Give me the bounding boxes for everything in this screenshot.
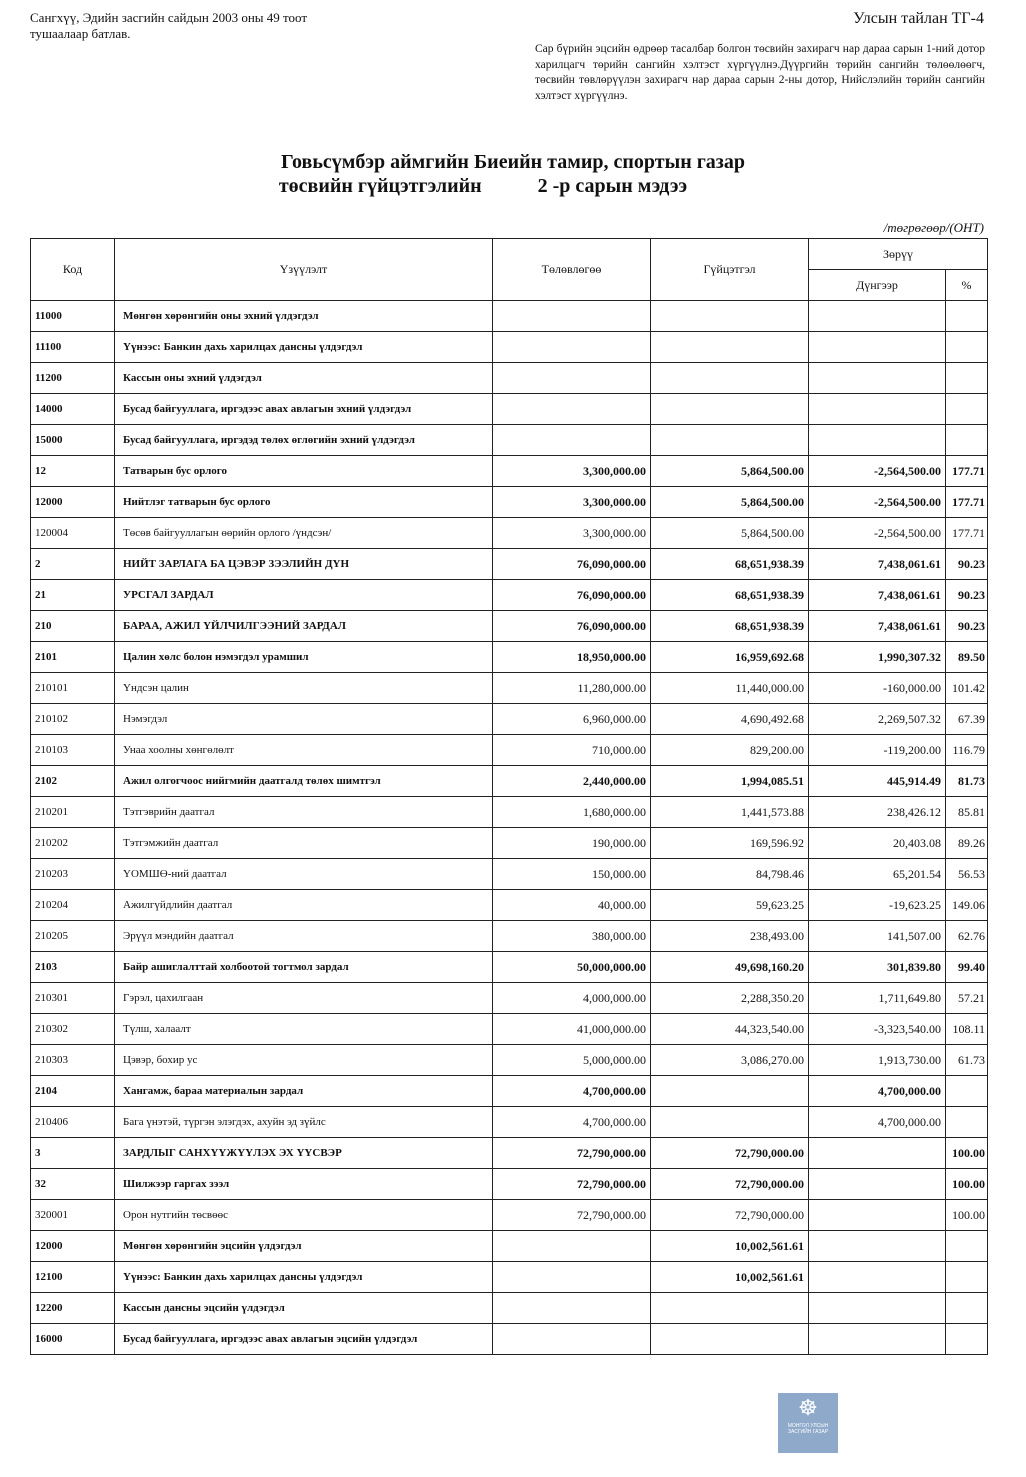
table-row [31, 1293, 988, 1324]
header-variance: Зөрүү [809, 239, 988, 270]
row-difference [809, 363, 946, 394]
row-difference [809, 425, 946, 456]
row-indicator: Тэтгэврийн даатгал [115, 797, 493, 828]
table-row [31, 952, 988, 983]
row-actual [651, 363, 809, 394]
row-percent: 90.23 [946, 580, 988, 611]
row-code: 12000 [31, 1231, 115, 1262]
row-actual: 84,798.46 [651, 859, 809, 890]
row-code: 32 [31, 1169, 115, 1200]
row-indicator: Үндсэн цалин [115, 673, 493, 704]
row-plan: 76,090,000.00 [493, 549, 651, 580]
row-percent: 67.39 [946, 704, 988, 735]
table-row [31, 1262, 988, 1293]
row-indicator: Хангамж, бараа материалын зардал [115, 1076, 493, 1107]
row-plan: 4,000,000.00 [493, 983, 651, 1014]
row-code: 12 [31, 456, 115, 487]
row-difference: 4,700,000.00 [809, 1076, 946, 1107]
row-actual: 68,651,938.39 [651, 549, 809, 580]
row-indicator: НИЙТ ЗАРЛАГА БА ЦЭВЭР ЗЭЭЛИЙН ДҮН [115, 549, 493, 580]
row-actual [651, 425, 809, 456]
row-percent [946, 425, 988, 456]
row-indicator: Бага үнэтэй, түргэн элэгдэх, ахуйн эд зүйлс [115, 1107, 493, 1138]
row-percent [946, 363, 988, 394]
row-actual: 68,651,938.39 [651, 580, 809, 611]
row-code: 210406 [31, 1107, 115, 1138]
row-difference [809, 1293, 946, 1324]
row-plan: 1,680,000.00 [493, 797, 651, 828]
row-percent [946, 301, 988, 332]
table-row [31, 1076, 988, 1107]
row-percent: 62.76 [946, 921, 988, 952]
row-plan: 40,000.00 [493, 890, 651, 921]
row-difference [809, 1231, 946, 1262]
row-plan: 4,700,000.00 [493, 1076, 651, 1107]
row-plan: 11,280,000.00 [493, 673, 651, 704]
row-difference: 445,914.49 [809, 766, 946, 797]
header-code: Код [31, 239, 115, 301]
row-percent [946, 332, 988, 363]
row-plan: 2,440,000.00 [493, 766, 651, 797]
row-difference: -2,564,500.00 [809, 487, 946, 518]
seal-text: МОНГОЛ УЛСЫН ЗАСГИЙН ГАЗАР [787, 1423, 829, 1435]
row-indicator: Нийтлэг татварын бус орлого [115, 487, 493, 518]
row-difference: 301,839.80 [809, 952, 946, 983]
row-indicator: ЗАРДЛЫГ САНХҮҮЖҮҮЛЭХ ЭХ ҮҮСВЭР [115, 1138, 493, 1169]
row-indicator: Шилжээр гаргах зээл [115, 1169, 493, 1200]
row-indicator: Бусад байгууллага, иргэдээс авах авлагын эцсийн үлдэгдэл [115, 1324, 493, 1355]
table-row [31, 983, 988, 1014]
row-code: 210201 [31, 797, 115, 828]
row-actual: 11,440,000.00 [651, 673, 809, 704]
title-line-2 [279, 174, 687, 198]
row-percent: 85.81 [946, 797, 988, 828]
row-code: 2 [31, 549, 115, 580]
table-row [31, 456, 988, 487]
row-plan [493, 394, 651, 425]
row-difference: 7,438,061.61 [809, 549, 946, 580]
row-actual: 3,086,270.00 [651, 1045, 809, 1076]
row-difference [809, 301, 946, 332]
row-plan: 72,790,000.00 [493, 1200, 651, 1231]
row-difference: 1,711,649.80 [809, 983, 946, 1014]
row-code: 11100 [31, 332, 115, 363]
row-percent: 101.42 [946, 673, 988, 704]
table-row [31, 1169, 988, 1200]
row-percent [946, 1107, 988, 1138]
row-actual: 5,864,500.00 [651, 518, 809, 549]
row-actual [651, 1293, 809, 1324]
row-percent: 100.00 [946, 1138, 988, 1169]
row-difference: 141,507.00 [809, 921, 946, 952]
row-actual: 2,288,350.20 [651, 983, 809, 1014]
table-row [31, 1138, 988, 1169]
row-code: 210202 [31, 828, 115, 859]
row-actual [651, 1324, 809, 1355]
row-code: 2101 [31, 642, 115, 673]
row-percent: 61.73 [946, 1045, 988, 1076]
row-percent [946, 1324, 988, 1355]
table-row [31, 518, 988, 549]
table-row [31, 859, 988, 890]
table-row [31, 611, 988, 642]
table-row [31, 1231, 988, 1262]
table-row [31, 394, 988, 425]
table-row [31, 487, 988, 518]
table-row [31, 735, 988, 766]
row-percent: 177.71 [946, 518, 988, 549]
row-percent: 100.00 [946, 1169, 988, 1200]
row-actual [651, 1076, 809, 1107]
row-code: 210303 [31, 1045, 115, 1076]
currency-unit: /төгрөгөөр/(ОНТ) [883, 220, 984, 235]
row-indicator: Кассын дансны эцсийн үлдэгдэл [115, 1293, 493, 1324]
row-code: 2103 [31, 952, 115, 983]
row-actual: 44,323,540.00 [651, 1014, 809, 1045]
row-indicator: Ажилгүйдлийн даатгал [115, 890, 493, 921]
row-indicator: Түлш, халаалт [115, 1014, 493, 1045]
row-actual: 1,994,085.51 [651, 766, 809, 797]
row-actual: 829,200.00 [651, 735, 809, 766]
table-row [31, 425, 988, 456]
header-amount: Дүнгээр [809, 270, 946, 301]
document-title [0, 150, 1026, 198]
row-code: 15000 [31, 425, 115, 456]
row-percent: 56.53 [946, 859, 988, 890]
row-percent: 149.06 [946, 890, 988, 921]
row-difference: -19,623.25 [809, 890, 946, 921]
row-code: 210102 [31, 704, 115, 735]
row-indicator: Мөнгөн хөрөнгийн эцсийн үлдэгдэл [115, 1231, 493, 1262]
row-actual: 1,441,573.88 [651, 797, 809, 828]
row-difference: 1,990,307.32 [809, 642, 946, 673]
table-row [31, 704, 988, 735]
row-plan: 150,000.00 [493, 859, 651, 890]
row-plan [493, 301, 651, 332]
header-plan: Төлөвлөгөө [493, 239, 651, 301]
government-seal [778, 1393, 838, 1453]
table-row [31, 1045, 988, 1076]
row-actual: 72,790,000.00 [651, 1138, 809, 1169]
row-actual: 16,959,692.68 [651, 642, 809, 673]
row-percent: 89.50 [946, 642, 988, 673]
row-code: 210101 [31, 673, 115, 704]
row-code: 120004 [31, 518, 115, 549]
row-actual [651, 332, 809, 363]
budget-table [30, 238, 988, 1355]
table-row [31, 1107, 988, 1138]
row-code: 210301 [31, 983, 115, 1014]
row-code: 12000 [31, 487, 115, 518]
row-actual [651, 1107, 809, 1138]
row-difference: 2,269,507.32 [809, 704, 946, 735]
submission-note: Сар бүрийн эцсийн өдрөөр тасалбар болгон төсвийн захирагч нар дараа сарын 1-ний дотор харилцагч төрийн сангийн хэлтэст хүргүүлнэ.Дүүргийн төрийн сангийн төлөөлөөгч, төсвийн төвлөрүүлэн захирагч нар дараа сарын 2-ны дотор, Нийслэлийн төрийн сангийн хэлтэст хүргүүлнэ. [535, 43, 985, 102]
row-difference [809, 1200, 946, 1231]
title-line-2-part-1: төсвийн гүйцэтгэлийн [278, 175, 482, 197]
row-code: 2102 [31, 766, 115, 797]
row-difference: -2,564,500.00 [809, 518, 946, 549]
row-code: 11000 [31, 301, 115, 332]
row-actual: 49,698,160.20 [651, 952, 809, 983]
row-percent [946, 1231, 988, 1262]
row-indicator: Бусад байгууллага, иргэдээс авах авлагын эхний үлдэгдэл [115, 394, 493, 425]
row-indicator: Бусад байгууллага, иргэдэд төлөх өглөгийн эхний үлдэгдэл [115, 425, 493, 456]
row-code: 21 [31, 580, 115, 611]
row-plan: 190,000.00 [493, 828, 651, 859]
row-difference: -160,000.00 [809, 673, 946, 704]
row-plan: 3,300,000.00 [493, 518, 651, 549]
header-percent: % [946, 270, 988, 301]
row-percent [946, 394, 988, 425]
row-plan: 76,090,000.00 [493, 611, 651, 642]
row-difference [809, 1324, 946, 1355]
row-plan: 6,960,000.00 [493, 704, 651, 735]
row-plan: 3,300,000.00 [493, 456, 651, 487]
row-percent: 177.71 [946, 487, 988, 518]
table-row [31, 797, 988, 828]
row-indicator: Татварын бус орлого [115, 456, 493, 487]
row-plan: 72,790,000.00 [493, 1138, 651, 1169]
row-indicator: Орон нутгийн төсвөөс [115, 1200, 493, 1231]
row-difference: 7,438,061.61 [809, 580, 946, 611]
title-line-1: Говьсүмбэр аймгийн Биеийн тамир, спортын газар [281, 151, 745, 173]
row-code: 12100 [31, 1262, 115, 1293]
row-code: 320001 [31, 1200, 115, 1231]
row-plan [493, 332, 651, 363]
row-actual [651, 301, 809, 332]
row-code: 210203 [31, 859, 115, 890]
table-row [31, 890, 988, 921]
row-percent: 116.79 [946, 735, 988, 766]
table-row [31, 1014, 988, 1045]
row-code: 3 [31, 1138, 115, 1169]
table-row [31, 921, 988, 952]
table-body [31, 301, 988, 1355]
row-indicator: Эрүүл мэндийн даатгал [115, 921, 493, 952]
title-line-2-part-2: 2 -р сарын мэдээ [537, 175, 688, 197]
row-actual: 5,864,500.00 [651, 456, 809, 487]
row-code: 16000 [31, 1324, 115, 1355]
row-indicator: УРСГАЛ ЗАРДАЛ [115, 580, 493, 611]
row-plan: 4,700,000.00 [493, 1107, 651, 1138]
table-row [31, 363, 988, 394]
row-percent [946, 1262, 988, 1293]
row-code: 210103 [31, 735, 115, 766]
row-percent: 177.71 [946, 456, 988, 487]
row-difference: 20,403.08 [809, 828, 946, 859]
row-actual: 72,790,000.00 [651, 1169, 809, 1200]
row-percent: 81.73 [946, 766, 988, 797]
row-actual [651, 394, 809, 425]
row-actual: 72,790,000.00 [651, 1200, 809, 1231]
row-code: 2104 [31, 1076, 115, 1107]
row-percent [946, 1076, 988, 1107]
row-difference [809, 1169, 946, 1200]
table-row [31, 642, 988, 673]
table-row [31, 828, 988, 859]
table-row [31, 673, 988, 704]
row-plan [493, 1231, 651, 1262]
row-code: 11200 [31, 363, 115, 394]
row-indicator: Цалин хөлс болон нэмэгдэл урамшил [115, 642, 493, 673]
row-plan [493, 1262, 651, 1293]
report-code: Улсын тайлан ТГ-4 [853, 10, 984, 27]
row-percent: 57.21 [946, 983, 988, 1014]
row-percent: 100.00 [946, 1200, 988, 1231]
row-code: 14000 [31, 394, 115, 425]
header-indicator: Үзүүлэлт [115, 239, 493, 301]
row-indicator: Байр ашиглалттай холбоотой тогтмол зардал [115, 952, 493, 983]
row-percent: 90.23 [946, 549, 988, 580]
row-difference: 238,426.12 [809, 797, 946, 828]
row-difference [809, 394, 946, 425]
row-actual: 68,651,938.39 [651, 611, 809, 642]
row-percent: 108.11 [946, 1014, 988, 1045]
row-plan: 5,000,000.00 [493, 1045, 651, 1076]
table-row [31, 580, 988, 611]
row-percent: 99.40 [946, 952, 988, 983]
row-actual: 10,002,561.61 [651, 1262, 809, 1293]
table-row [31, 766, 988, 797]
row-code: 210302 [31, 1014, 115, 1045]
row-indicator: Тэтгэмжийн даатгал [115, 828, 493, 859]
table-row [31, 549, 988, 580]
row-difference: -119,200.00 [809, 735, 946, 766]
row-indicator: Цэвэр, бохир ус [115, 1045, 493, 1076]
row-difference: 4,700,000.00 [809, 1107, 946, 1138]
row-actual: 169,596.92 [651, 828, 809, 859]
row-actual: 10,002,561.61 [651, 1231, 809, 1262]
row-plan [493, 363, 651, 394]
table-row [31, 1324, 988, 1355]
row-plan [493, 1293, 651, 1324]
row-code: 210 [31, 611, 115, 642]
row-percent: 89.26 [946, 828, 988, 859]
table-row [31, 1200, 988, 1231]
table-row [31, 301, 988, 332]
row-percent: 90.23 [946, 611, 988, 642]
approval-note: Сангхүү, Эдийн засгийн сайдын 2003 оны 49 тоот тушаалаар батлав. [30, 10, 308, 41]
row-plan: 76,090,000.00 [493, 580, 651, 611]
row-indicator: Үүнээс: Банкин дахь харилцах дансны үлдэгдэл [115, 332, 493, 363]
row-difference [809, 1262, 946, 1293]
row-difference: 7,438,061.61 [809, 611, 946, 642]
row-difference [809, 1138, 946, 1169]
row-actual: 238,493.00 [651, 921, 809, 952]
row-difference [809, 332, 946, 363]
row-code: 210204 [31, 890, 115, 921]
soyombo-emblem-icon: ☸ [798, 1395, 818, 1420]
row-indicator: Төсөв байгууллагын өөрийн орлого /үндсэн/ [115, 518, 493, 549]
row-indicator: БАРАА, АЖИЛ ҮЙЛЧИЛГЭЭНИЙ ЗАРДАЛ [115, 611, 493, 642]
row-plan [493, 425, 651, 456]
row-difference: 65,201.54 [809, 859, 946, 890]
row-difference: 1,913,730.00 [809, 1045, 946, 1076]
row-code: 210205 [31, 921, 115, 952]
row-indicator: Гэрэл, цахилгаан [115, 983, 493, 1014]
row-indicator: Мөнгөн хөрөнгийн оны эхний үлдэгдэл [115, 301, 493, 332]
row-actual: 59,623.25 [651, 890, 809, 921]
row-difference: -3,323,540.00 [809, 1014, 946, 1045]
row-plan: 710,000.00 [493, 735, 651, 766]
row-indicator: Кассын оны эхний үлдэгдэл [115, 363, 493, 394]
row-actual: 4,690,492.68 [651, 704, 809, 735]
row-percent [946, 1293, 988, 1324]
row-plan: 50,000,000.00 [493, 952, 651, 983]
header-actual: Гүйцэтгэл [651, 239, 809, 301]
row-difference: -2,564,500.00 [809, 456, 946, 487]
row-code: 12200 [31, 1293, 115, 1324]
row-plan: 41,000,000.00 [493, 1014, 651, 1045]
row-plan: 3,300,000.00 [493, 487, 651, 518]
row-plan: 18,950,000.00 [493, 642, 651, 673]
row-indicator: Нэмэгдэл [115, 704, 493, 735]
row-indicator: Унаа хоолны хөнгөлөлт [115, 735, 493, 766]
row-plan: 72,790,000.00 [493, 1169, 651, 1200]
row-plan: 380,000.00 [493, 921, 651, 952]
row-plan [493, 1324, 651, 1355]
row-indicator: Ажил олгогчоос нийгмийн даатгалд төлөх шимтгэл [115, 766, 493, 797]
row-indicator: ҮОМШӨ-ний даатгал [115, 859, 493, 890]
row-actual: 5,864,500.00 [651, 487, 809, 518]
row-indicator: Үүнээс: Банкин дахь харилцах дансны үлдэгдэл [115, 1262, 493, 1293]
table-row [31, 332, 988, 363]
